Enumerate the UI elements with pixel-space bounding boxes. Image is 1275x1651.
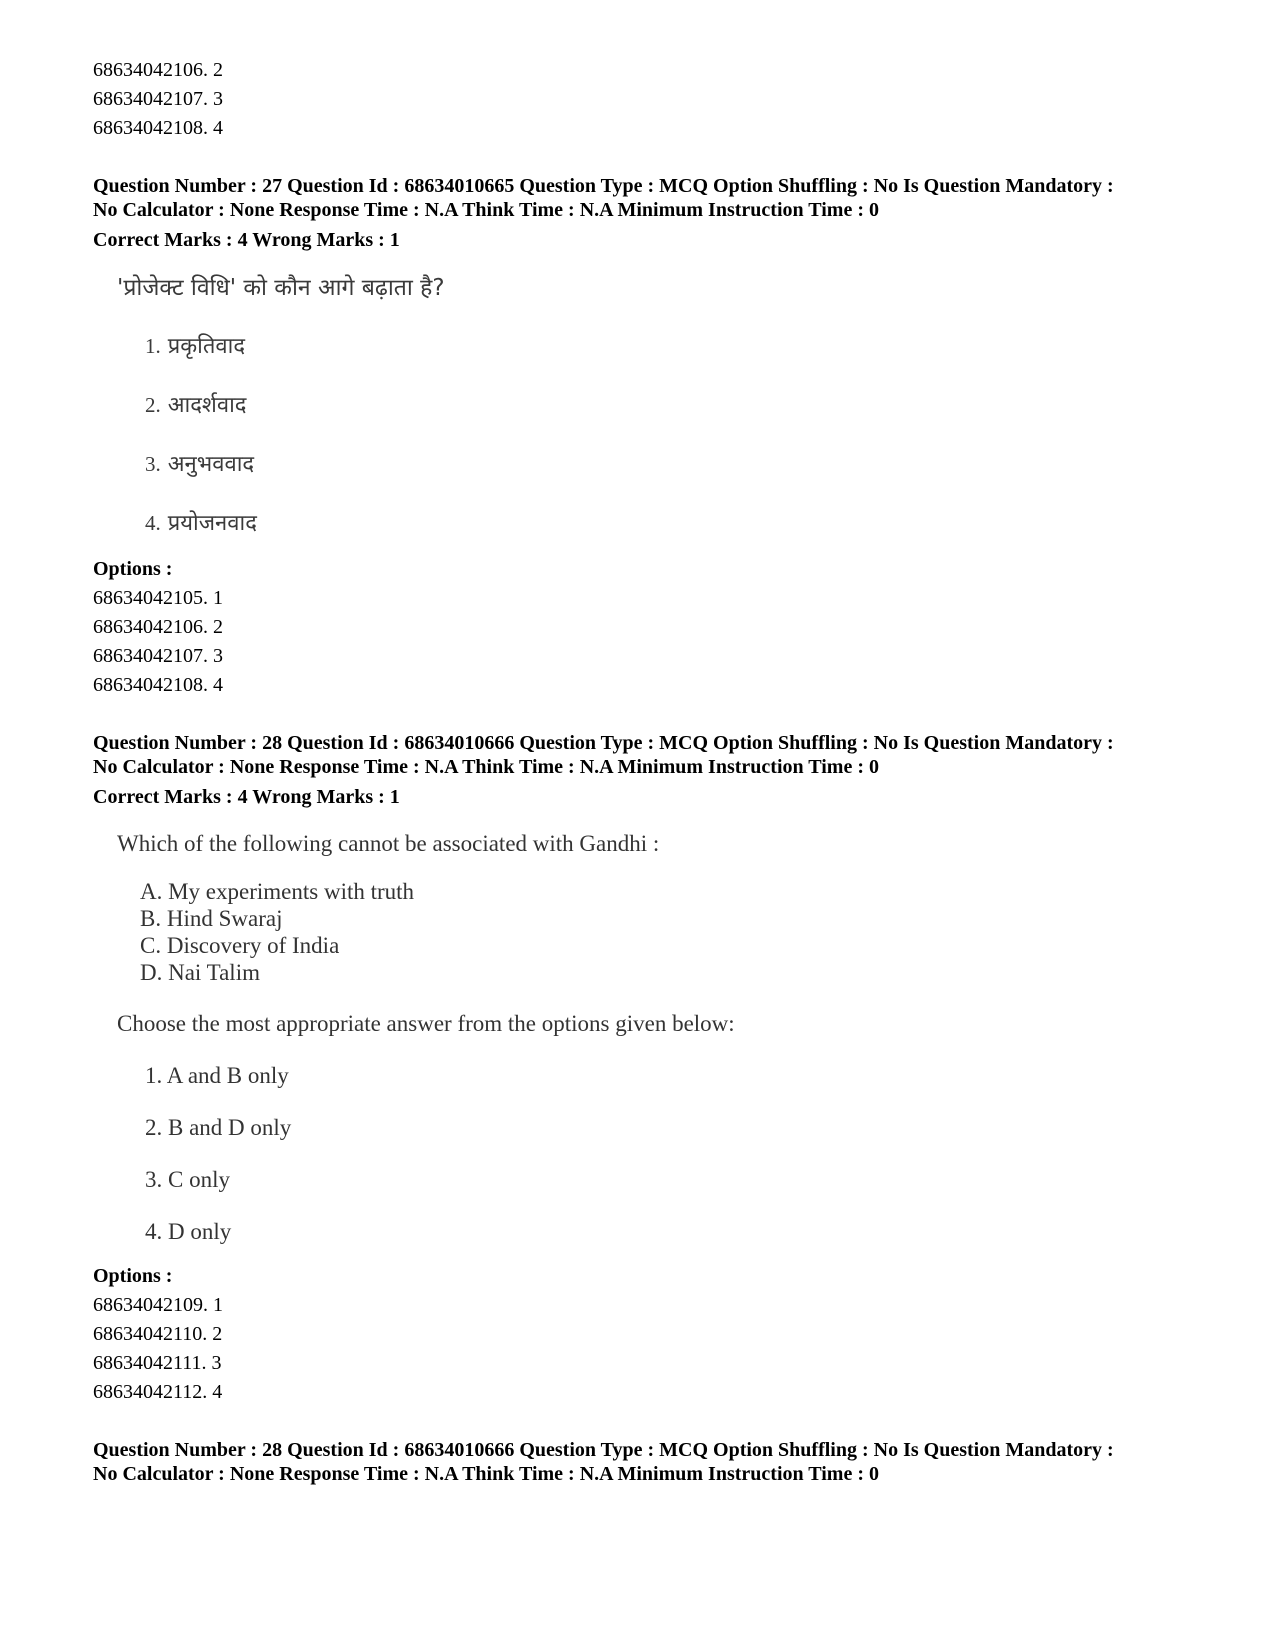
- choice-item: 1. A and B only: [145, 1063, 289, 1088]
- statement-list: [140, 878, 1223, 986]
- question-marks: Correct Marks : 4 Wrong Marks : 1: [93, 786, 400, 808]
- option-line: 68634042107. 3: [93, 88, 223, 110]
- choice-item: 2. B and D only: [145, 1115, 292, 1140]
- choice-item: [145, 331, 1223, 362]
- question-marks: Correct Marks : 4 Wrong Marks : 1: [93, 229, 400, 251]
- choice-text: आदर्शवाद: [167, 393, 247, 418]
- instruction-text: Choose the most appropriate answer from the options given below:: [117, 1011, 735, 1036]
- question-stem: Which of the following cannot be associated with Gandhi :: [117, 831, 660, 856]
- option-line: 68634042110. 2: [93, 1323, 223, 1345]
- option-line: 68634042106. 2: [93, 59, 223, 81]
- option-line: 68634042106. 2: [93, 616, 223, 638]
- question-paper-page: [93, 56, 1223, 1486]
- option-line: 68634042105. 1: [93, 587, 223, 609]
- question-stem: 'प्रोजेक्ट विधि' को कौन आगे बढ़ाता है?: [117, 275, 445, 301]
- choice-number: 2.: [145, 393, 161, 417]
- choice-text: प्रकृतिवाद: [167, 334, 246, 359]
- statement-item: D. Nai Talim: [140, 960, 260, 985]
- options-label: Options :: [93, 1265, 173, 1287]
- option-line: 68634042108. 4: [93, 117, 223, 139]
- choice-text: अनुभववाद: [167, 452, 255, 477]
- question-image-english: [117, 830, 1223, 1246]
- choice-item: 4. D only: [145, 1219, 232, 1244]
- choice-item: [145, 390, 1223, 421]
- options-label: Options :: [93, 558, 173, 580]
- question-meta-line: No Calculator : None Response Time : N.A Think Time : N.A Minimum Instruction Time : 0: [93, 756, 879, 778]
- choice-number: 4.: [145, 511, 161, 535]
- question-image-hindi: [117, 273, 1223, 539]
- question-meta-line: No Calculator : None Response Time : N.A Think Time : N.A Minimum Instruction Time : 0: [93, 199, 879, 221]
- choice-item: 3. C only: [145, 1167, 230, 1192]
- question-meta-line: Question Number : 27 Question Id : 68634010665 Question Type : MCQ Option Shuffling : No Is Question Mandatory :: [93, 175, 1114, 197]
- option-line: 68634042112. 4: [93, 1381, 223, 1403]
- option-line: 68634042111. 3: [93, 1352, 222, 1374]
- question-28-repeat: [93, 1438, 1223, 1486]
- option-line: 68634042109. 1: [93, 1294, 223, 1316]
- question-meta-line: No Calculator : None Response Time : N.A Think Time : N.A Minimum Instruction Time : 0: [93, 1463, 879, 1485]
- option-line: 68634042107. 3: [93, 645, 223, 667]
- choice-number: 3.: [145, 452, 161, 476]
- choice-number: 1.: [145, 334, 161, 358]
- question-28: [93, 731, 1223, 1407]
- statement-item: C. Discovery of India: [140, 933, 340, 958]
- option-line: 68634042108. 4: [93, 674, 223, 696]
- choice-item: [145, 508, 1223, 539]
- question-meta-line: Question Number : 28 Question Id : 68634010666 Question Type : MCQ Option Shuffling : No Is Question Mandatory :: [93, 732, 1114, 754]
- statement-item: B. Hind Swaraj: [140, 906, 283, 931]
- previous-options-list: [93, 56, 1223, 143]
- question-27: [93, 174, 1223, 700]
- choice-text: प्रयोजनवाद: [167, 511, 257, 536]
- choice-item: [145, 449, 1223, 480]
- question-meta-line: Question Number : 28 Question Id : 68634010666 Question Type : MCQ Option Shuffling : No Is Question Mandatory :: [93, 1439, 1114, 1461]
- statement-item: A. My experiments with truth: [140, 879, 415, 904]
